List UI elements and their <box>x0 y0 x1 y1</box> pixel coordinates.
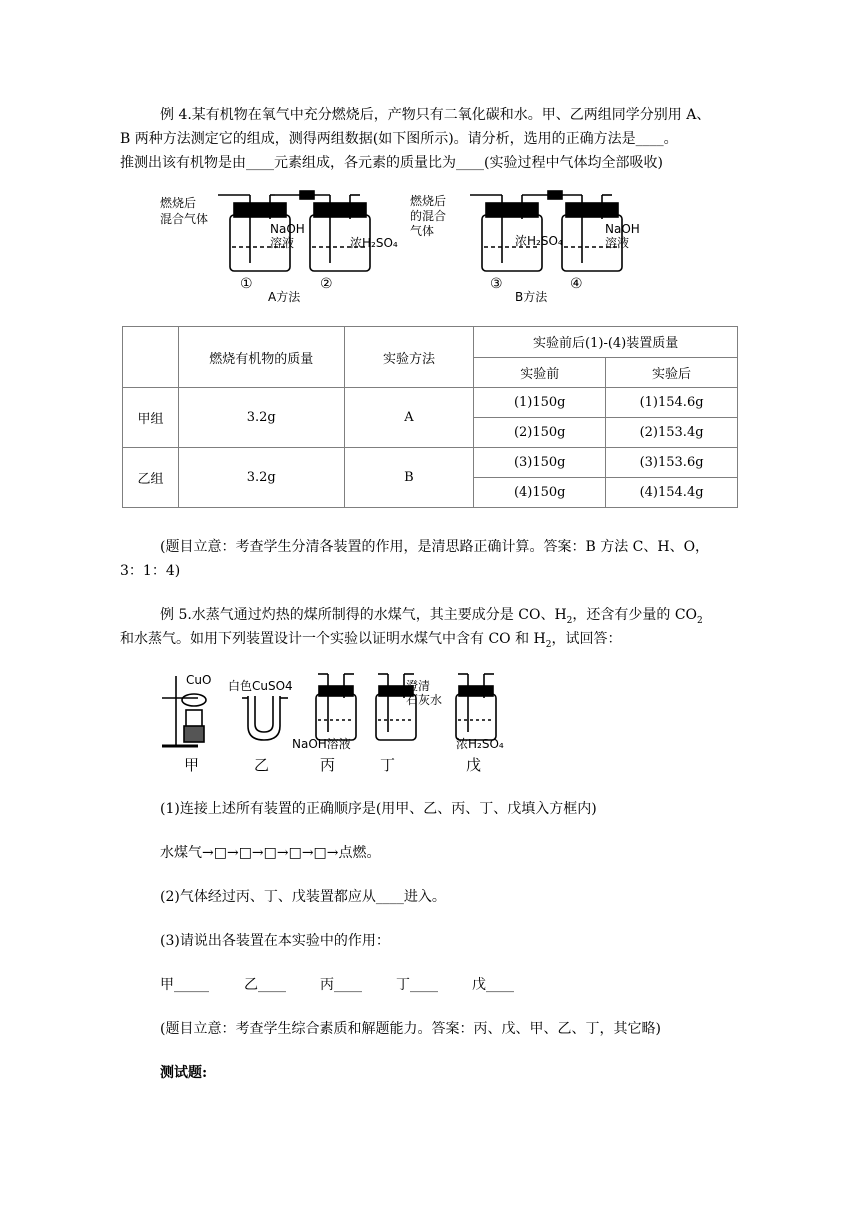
label-b-inlet-2: 的混合 <box>410 209 447 223</box>
label-num-2: ② <box>320 276 333 292</box>
role-wu: 戊____ <box>472 977 514 993</box>
ex5-answer: (题目立意：考查学生综合素质和解题能力。答案：丙、戊、甲、乙、丁，其它略) <box>160 1021 661 1037</box>
label-method-a: A方法 <box>268 290 301 304</box>
label-naoh-b-1: NaOH <box>605 222 640 236</box>
ex4-line-3: 推测出该有机物是由____元素组成，各元素的质量比为____(实验过程中气体均全部吸收) <box>120 155 663 171</box>
device-roles <box>160 973 548 997</box>
table-row <box>123 388 738 418</box>
mass-cell: 3.2g <box>178 448 344 508</box>
label-h2so4: 浓H₂SO₄ <box>456 737 504 751</box>
label-num-3: ③ <box>490 276 503 292</box>
after-cell: (2)153.4g <box>606 418 738 448</box>
test-heading: 测试题: <box>160 1065 208 1081</box>
before-cell: (3)150g <box>474 448 606 478</box>
role-ding: 丁____ <box>396 977 438 993</box>
ex5-line-2a: 和水蒸气。如用下列装置设计一个实验以证明水煤气中含有 CO 和 H <box>120 631 546 647</box>
ex4-answer-line-1: (题目立意：考查学生分清各装置的作用，是清思路正确计算。答案：B 方法 C、H、O， <box>160 539 710 555</box>
label-naoh: NaOH溶液 <box>292 737 351 751</box>
label-wu: 戊 <box>466 756 482 774</box>
role-bing: 丙____ <box>320 977 362 993</box>
subscript-2: 2 <box>545 639 552 650</box>
group-cell: 甲组 <box>123 388 179 448</box>
after-cell: (3)153.6g <box>606 448 738 478</box>
header-before: 实验前 <box>474 357 606 388</box>
label-cuso4: 白色CuSO4 <box>228 679 293 693</box>
header-method: 实验方法 <box>344 327 474 388</box>
subscript-2: 2 <box>697 615 703 626</box>
apparatus-figure-five <box>158 668 518 778</box>
label-naoh-b-2: 溶液 <box>605 236 630 250</box>
table-row <box>123 448 738 478</box>
ex5-line-1a: 例 5.水蒸气通过灼热的煤所制得的水煤气，其主要成分是 CO、H <box>160 607 567 623</box>
label-a-inlet-1: 燃烧后 <box>160 196 197 210</box>
apparatus-figure-ab <box>160 185 650 310</box>
label-yi: 乙 <box>254 756 270 774</box>
question-2: (2)气体经过丙、丁、戊装置都应从____进入。 <box>160 889 446 905</box>
ex4-answer-line-2: 3：1：4) <box>120 563 181 579</box>
after-cell: (1)154.6g <box>606 388 738 418</box>
question-1: (1)连接上述所有装置的正确顺序是(用甲、乙、丙、丁、戊填入方框内) <box>160 801 597 817</box>
label-method-b: B方法 <box>515 290 548 304</box>
role-jia: 甲_____ <box>160 977 209 993</box>
question-1-sequence: 水煤气→□→□→□→□→□→点燃。 <box>160 845 381 861</box>
ex5-line-2b: ，试回答： <box>551 631 622 647</box>
label-h2so4-b: 浓H₂SO₄ <box>515 234 563 248</box>
before-cell: (1)150g <box>474 388 606 418</box>
label-naoh-2: 溶液 <box>270 236 295 250</box>
subscript-2: 2 <box>566 615 573 626</box>
ex5-line-1b: ，还含有少量的 CO <box>572 607 698 623</box>
table-corner <box>123 327 179 388</box>
label-naoh-1: NaOH <box>270 222 305 236</box>
ex5-line-2 <box>120 627 740 657</box>
ex4-line-2: B 两种方法测定它的组成，测得两组数据(如下图所示)。请分析，选用的正确方法是____。 <box>120 131 678 147</box>
label-jia: 甲 <box>184 756 200 774</box>
group-cell: 乙组 <box>123 448 179 508</box>
header-devices: 实验前后(1)-(4)装置质量 <box>474 327 738 358</box>
label-b-inlet-1: 燃烧后 <box>410 194 447 208</box>
after-cell: (4)154.4g <box>606 478 738 508</box>
results-table <box>122 326 738 508</box>
label-h2so4: 浓H₂SO₄ <box>350 236 398 250</box>
method-cell: B <box>344 448 474 508</box>
header-after: 实验后 <box>606 357 738 388</box>
before-cell: (4)150g <box>474 478 606 508</box>
label-bing: 丙 <box>320 756 336 774</box>
label-lime-1: 澄清 <box>406 679 431 693</box>
question-3: (3)请说出各装置在本实验中的作用： <box>160 933 390 949</box>
label-lime-2: 石灰水 <box>406 693 443 707</box>
label-num-4: ④ <box>570 276 583 292</box>
header-mass: 燃烧有机物的质量 <box>178 327 344 388</box>
label-cuo: CuO <box>186 673 212 687</box>
ex4-line-1: 例 4.某有机物在氧气中充分燃烧后，产物只有二氧化碳和水。甲、乙两组同学分别用 A、 <box>160 107 711 123</box>
label-a-inlet-2: 混合气体 <box>160 212 209 226</box>
label-num-1: ① <box>240 276 253 292</box>
mass-cell: 3.2g <box>178 388 344 448</box>
role-yi: 乙____ <box>244 977 286 993</box>
before-cell: (2)150g <box>474 418 606 448</box>
method-cell: A <box>344 388 474 448</box>
label-b-inlet-3: 气体 <box>410 224 435 238</box>
label-ding: 丁 <box>380 756 396 774</box>
